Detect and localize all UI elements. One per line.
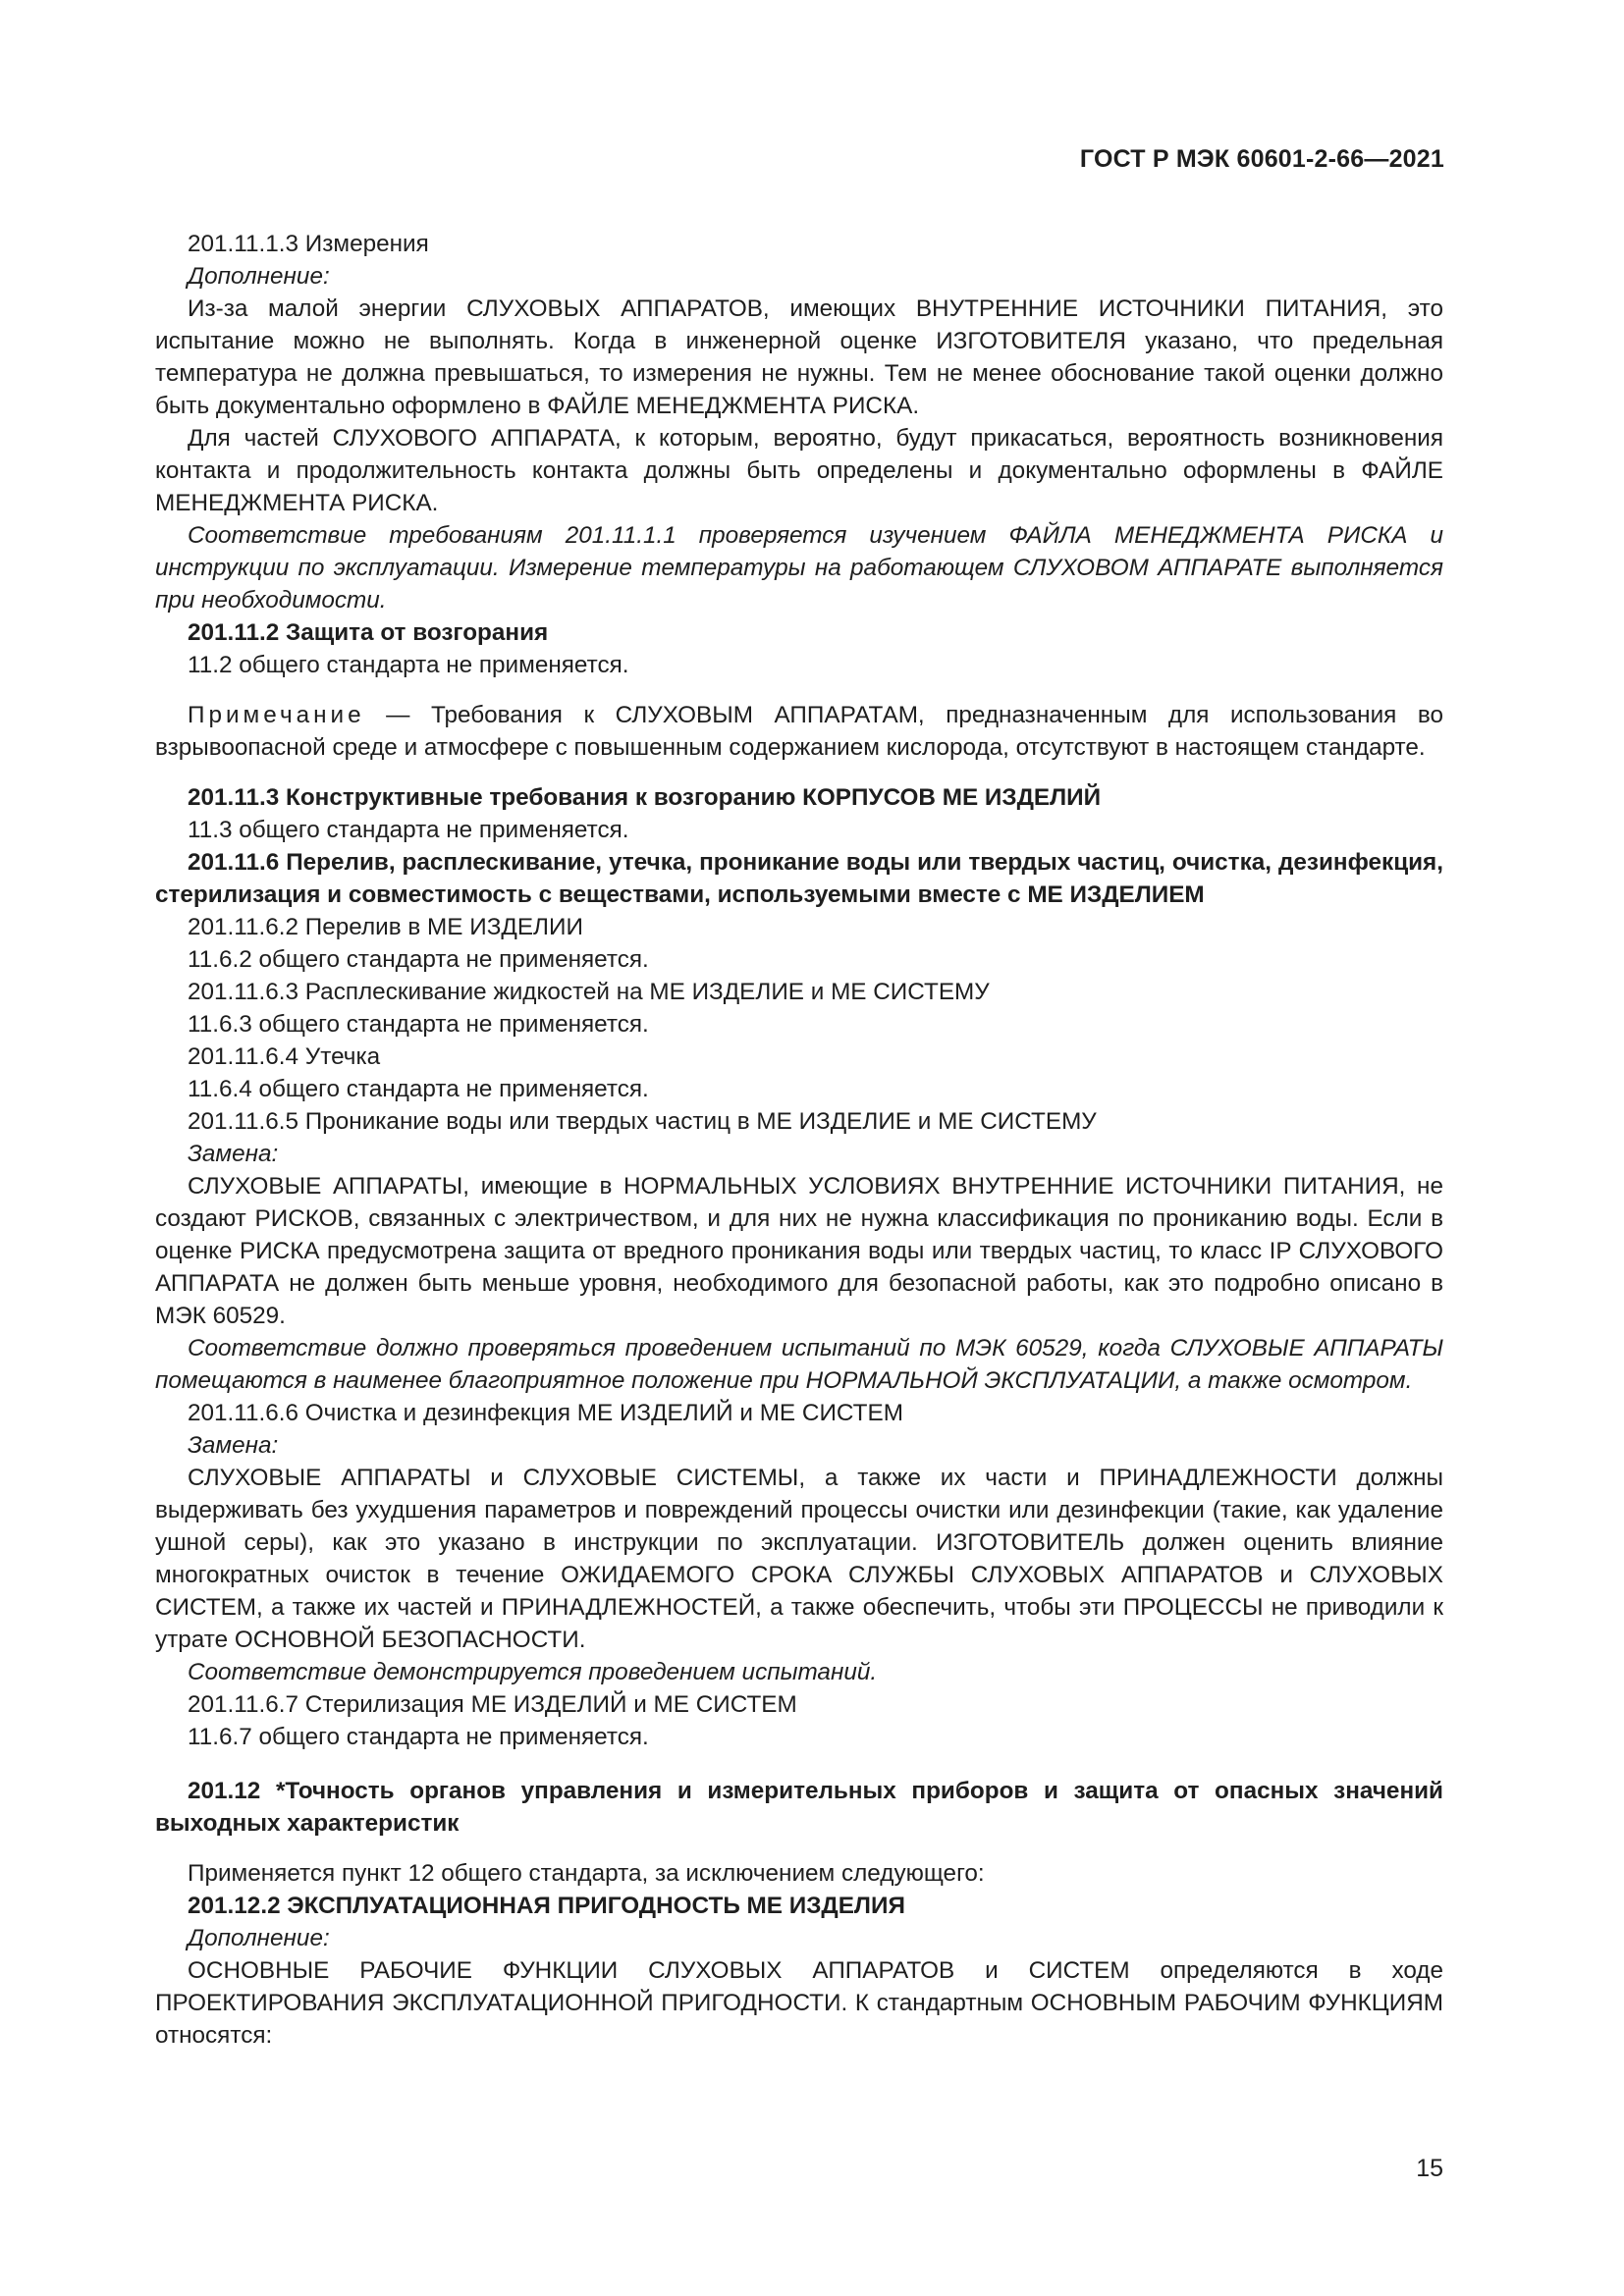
compliance-paragraph: Соответствие демонстрируется проведением испытаний.: [188, 1659, 878, 1685]
body-paragraph: Из-за малой энергии СЛУХОВЫХ АППАРАТОВ, имеющих ВНУТРЕННИЕ ИСТОЧНИКИ ПИТАНИЯ, это испытание можно не выполнять. Когда в инженерной оценке ИЗГОТОВИТЕЛЯ указано, что предельная температура не должна превышаться, то измерения не нужны. Тем не менее обоснование такой оценки должно быть документально оформлено в ФАЙЛЕ МЕНЕДЖМЕНТА РИСКА.: [155, 295, 1443, 419]
body-paragraph: 11.6.2 общего стандарта не применяется.: [188, 946, 649, 973]
subclause-heading: 201.11.1.3 Измерения: [188, 231, 429, 257]
page-body: [155, 228, 1443, 2052]
page-number: 15: [1416, 2155, 1443, 2182]
subclause-heading: 201.11.6.4 Утечка: [188, 1043, 381, 1070]
subclause-heading: 201.11.6.7 Стерилизация МЕ ИЗДЕЛИЙ и МЕ СИСТЕМ: [188, 1691, 797, 1718]
compliance-paragraph: Соответствие должно проверяться проведением испытаний по МЭК 60529, когда СЛУХОВЫЕ АППАРАТЫ помещаются в наименее благоприятное положение при НОРМАЛЬНОЙ ЭКСПЛУАТАЦИИ, а также осмотром.: [155, 1335, 1443, 1394]
subclause-heading: 201.11.6.5 Проникание воды или твердых частиц в МЕ ИЗДЕЛИЕ и МЕ СИСТЕМУ: [188, 1108, 1097, 1135]
note-paragraph: [155, 699, 1443, 764]
clause-heading: 201.11.2 Защита от возгорания: [188, 619, 549, 646]
body-paragraph: 11.6.7 общего стандарта не применяется.: [188, 1724, 649, 1750]
body-paragraph: 11.3 общего стандарта не применяется.: [188, 817, 629, 843]
body-paragraph: 11.6.4 общего стандарта не применяется.: [188, 1076, 649, 1102]
body-paragraph: 11.6.3 общего стандарта не применяется.: [188, 1011, 649, 1038]
replacement-label: Замена:: [188, 1432, 279, 1459]
clause-heading: 201.12 *Точность органов управления и измерительных приборов и защита от опасных значений выходных характеристик: [155, 1778, 1443, 1837]
compliance-paragraph: Соответствие требованиям 201.11.1.1 проверяется изучением ФАЙЛА МЕНЕДЖМЕНТА РИСКА и инструкции по эксплуатации. Измерение температуры на работающем СЛУХОВОМ АППАРАТЕ выполняется при необходимости.: [155, 522, 1443, 614]
note-text: — Требования к СЛУХОВЫМ АППАРАТАМ, предназначенным для использования во взрывоопасной среде и атмосфере с повышенным содержанием кислорода, отсутствуют в настоящем стандарте.: [155, 702, 1443, 761]
amendment-label: Дополнение:: [188, 263, 330, 290]
note-label: Примечание: [188, 702, 365, 728]
body-paragraph: Применяется пункт 12 общего стандарта, за исключением следующего:: [188, 1860, 985, 1887]
amendment-label: Дополнение:: [188, 1925, 330, 1951]
clause-heading: 201.12.2 ЭКСПЛУАТАЦИОННАЯ ПРИГОДНОСТЬ МЕ ИЗДЕЛИЯ: [188, 1893, 905, 1919]
replacement-label: Замена:: [188, 1141, 279, 1167]
body-paragraph: СЛУХОВЫЕ АППАРАТЫ, имеющие в НОРМАЛЬНЫХ УСЛОВИЯХ ВНУТРЕННИЕ ИСТОЧНИКИ ПИТАНИЯ, не создают РИСКОВ, связанных с электричеством, и для них не нужна классификация по прониканию воды. Если в оценке РИСКА предусмотрена защита от вредного проникания воды или твердых частиц, то класс IP СЛУХОВОГО АППАРАТА не должен быть меньше уровня, необходимого для безопасной работы, как это подробно описано в МЭК 60529.: [155, 1173, 1443, 1329]
standard-header: ГОСТ Р МЭК 60601-2-66—2021: [1079, 145, 1444, 173]
clause-heading: 201.11.3 Конструктивные требования к возгоранию КОРПУСОВ МЕ ИЗДЕЛИЙ: [188, 784, 1102, 811]
clause-heading: 201.11.6 Перелив, расплескивание, утечка, проникание воды или твердых частиц, очистка, дезинфекция, стерилизация и совместимость с веществами, используемыми вместе с МЕ ИЗДЕЛИЕМ: [155, 849, 1443, 908]
subclause-heading: 201.11.6.2 Перелив в МЕ ИЗДЕЛИИ: [188, 914, 583, 940]
body-paragraph: Для частей СЛУХОВОГО АППАРАТА, к которым, вероятно, будут прикасаться, вероятность возникновения контакта и продолжительность контакта должны быть определены и документально оформлены в ФАЙЛЕ МЕНЕДЖМЕНТА РИСКА.: [155, 425, 1443, 516]
body-paragraph: ОСНОВНЫЕ РАБОЧИЕ ФУНКЦИИ СЛУХОВЫХ АППАРАТОВ и СИСТЕМ определяются в ходе ПРОЕКТИРОВАНИЯ ЭКСПЛУАТАЦИОННОЙ ПРИГОДНОСТИ. К стандартным ОСНОВНЫМ РАБОЧИМ ФУНКЦИЯМ относятся:: [155, 1957, 1443, 2049]
subclause-heading: 201.11.6.3 Расплескивание жидкостей на МЕ ИЗДЕЛИЕ и МЕ СИСТЕМУ: [188, 979, 990, 1005]
body-paragraph: СЛУХОВЫЕ АППАРАТЫ и СЛУХОВЫЕ СИСТЕМЫ, а также их части и ПРИНАДЛЕЖНОСТИ должны выдерживать без ухудшения параметров и повреждений процессы очистки или дезинфекции (такие, как удаление ушной серы), как это указано в инструкции по эксплуатации. ИЗГОТОВИТЕЛЬ должен оценить влияние многократных очисток в течение ОЖИДАЕМОГО СРОКА СЛУЖБЫ СЛУХОВЫХ АППАРАТОВ и СЛУХОВЫХ СИСТЕМ, а также их частей и ПРИНАДЛЕЖНОСТЕЙ, а также обеспечить, чтобы эти ПРОЦЕССЫ не приводили к утрате ОСНОВНОЙ БЕЗОПАСНОСТИ.: [155, 1465, 1443, 1653]
subclause-heading: 201.11.6.6 Очистка и дезинфекция МЕ ИЗДЕЛИЙ и МЕ СИСТЕМ: [188, 1400, 903, 1426]
body-paragraph: 11.2 общего стандарта не применяется.: [188, 652, 629, 678]
